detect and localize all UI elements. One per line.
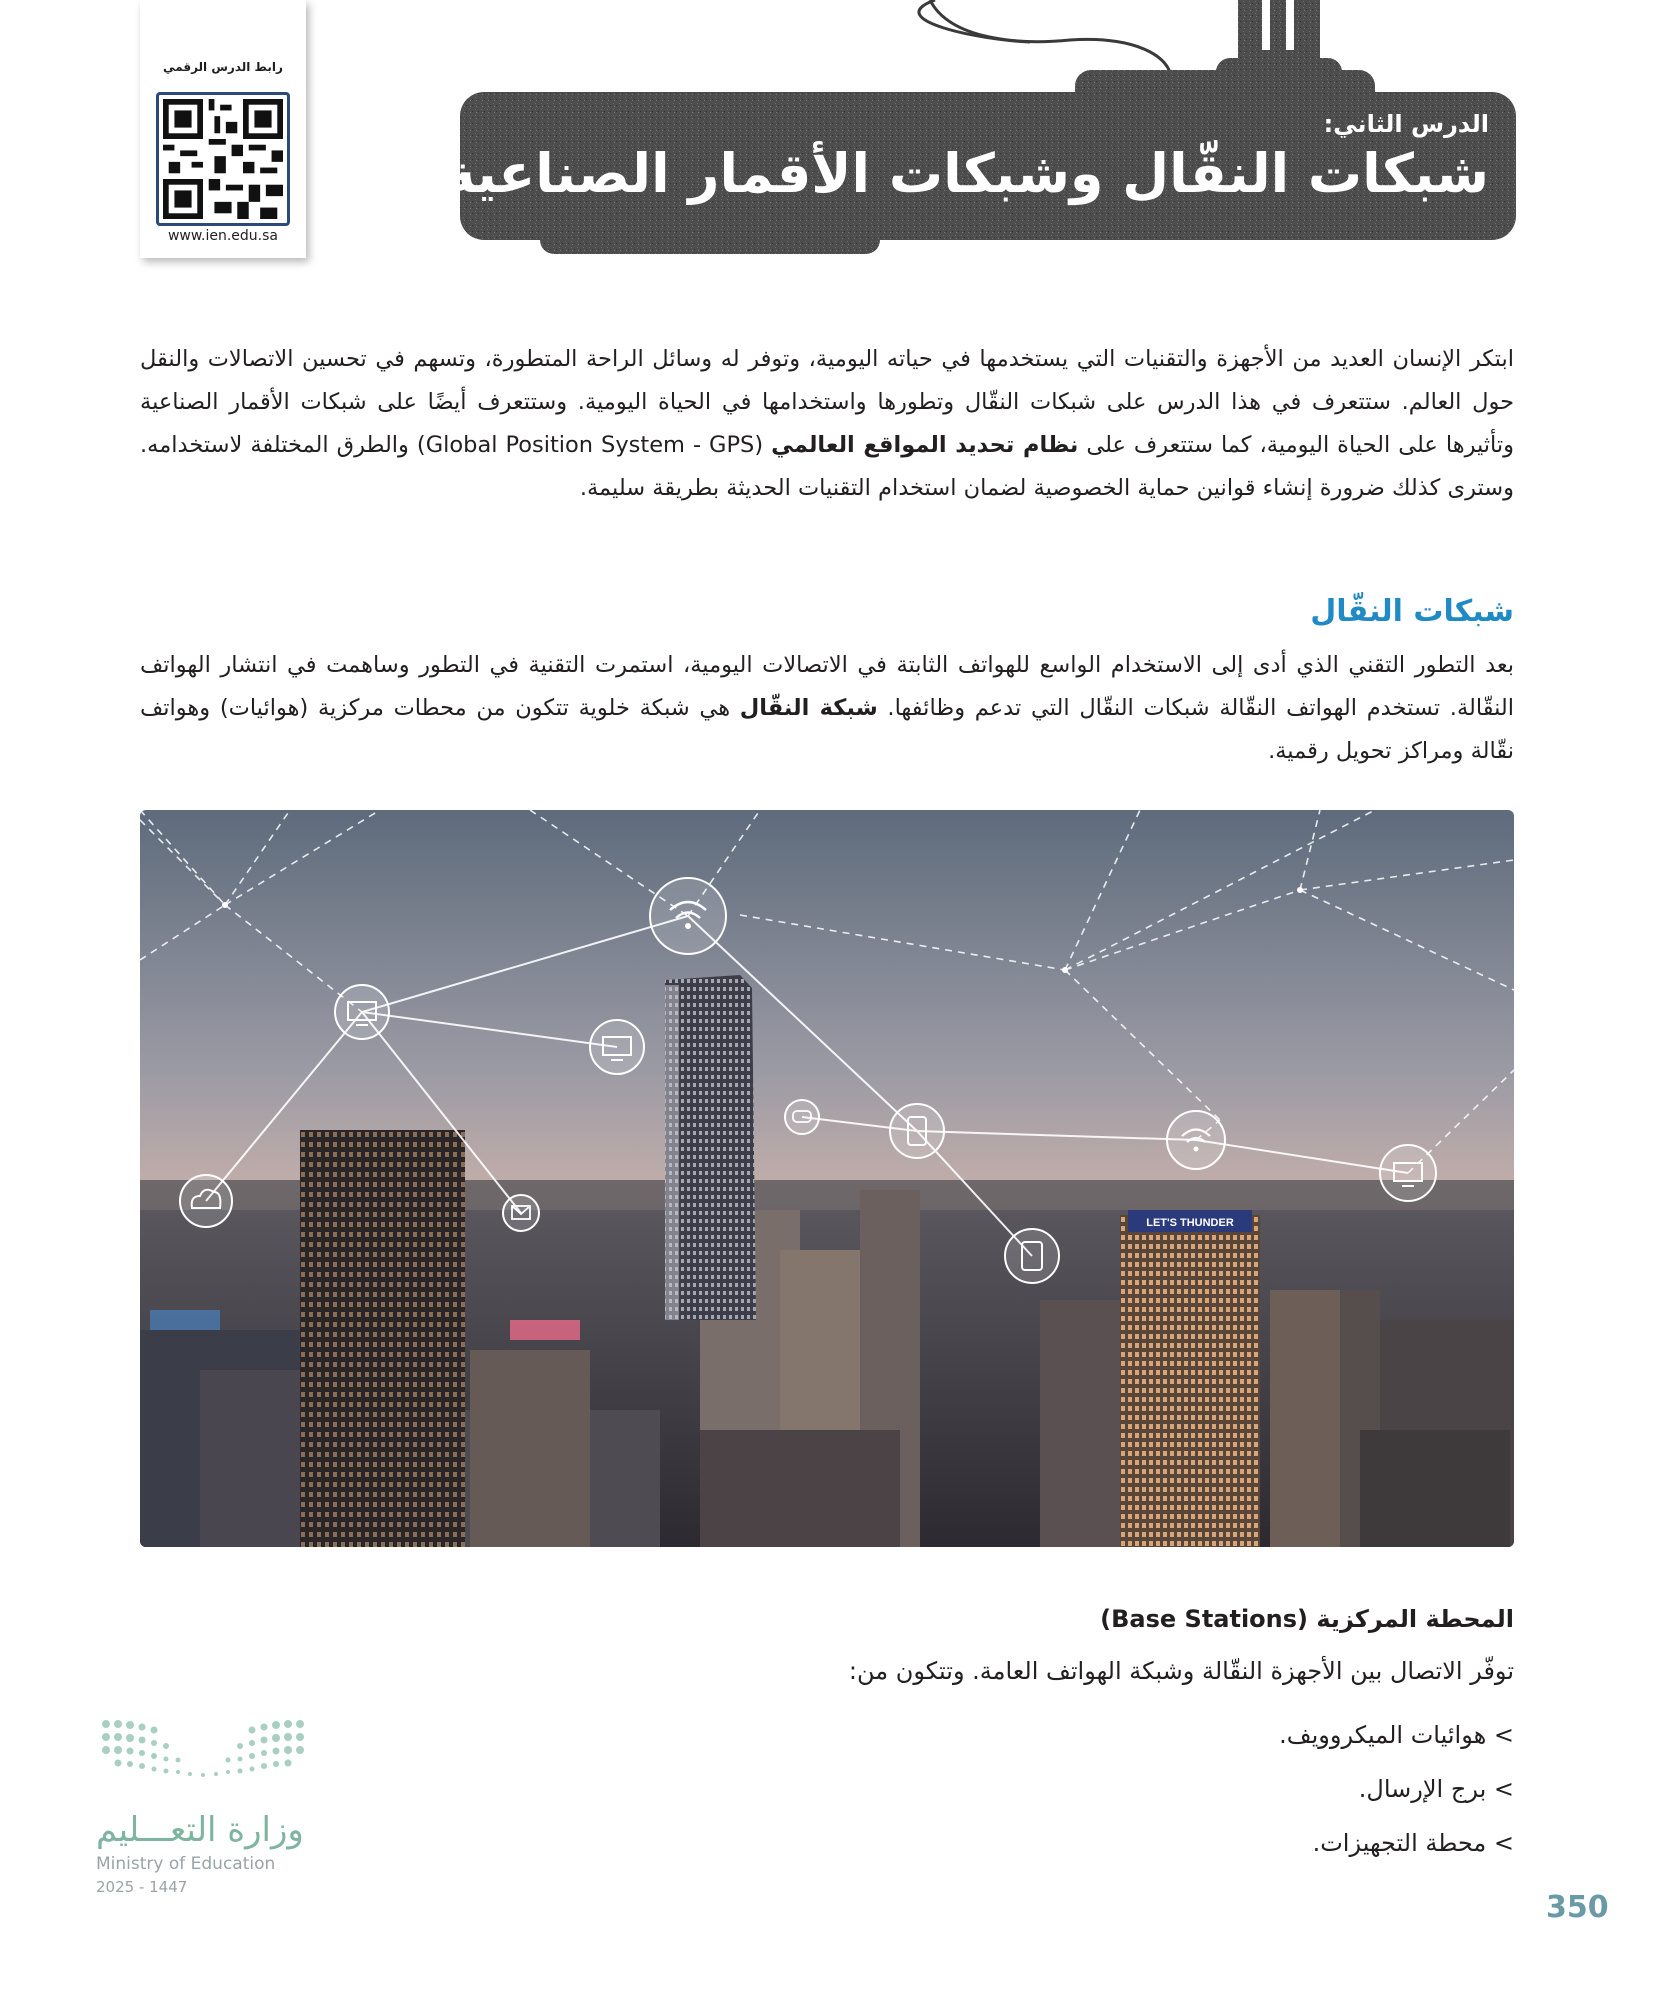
tablet-node-icon — [890, 1104, 944, 1158]
monitor-node-icon — [590, 1020, 644, 1074]
monitor-node-icon — [335, 985, 389, 1039]
base-stations-heading: المحطة المركزية (Base Stations) — [1100, 1605, 1514, 1633]
base-stations-description: توفّر الاتصال بين الأجهزة النقّالة وشبكة الهواتف العامة. وتتكون من: — [848, 1657, 1514, 1685]
ministry-name-ar: وزارة التعـــليم — [96, 1810, 304, 1850]
billboard-text: LET'S THUNDER — [1146, 1217, 1234, 1229]
section-heading: شبكات النقّال — [1310, 594, 1514, 629]
base-stations-list — [1279, 1708, 1514, 1870]
qr-card[interactable] — [140, 0, 306, 258]
wifi-node-icon — [1167, 1111, 1225, 1169]
cloud-node-icon — [180, 1175, 232, 1227]
chat-node-icon — [785, 1100, 819, 1134]
section-text-2: هي شبكة خلوية تتكون من محطات مركزية (هوائيات) وهواتف نقّالة ومراكز تحويل رقمية. — [140, 695, 1514, 764]
qr-label: رابط الدرس الرقمي — [163, 60, 283, 74]
ministry-name-en: Ministry of Education — [96, 1854, 276, 1874]
section-paragraph — [140, 644, 1514, 773]
page-number: 350 — [1546, 1890, 1609, 1925]
lesson-title: شبكات النقّال وشبكات الأقمار الصناعية — [443, 142, 1489, 205]
intro-paragraph — [140, 338, 1514, 510]
mail-node-icon — [503, 1195, 539, 1231]
intro-bold-term: نظام تحديد المواقع العالمي — [771, 432, 1079, 458]
section-text-1: بعد التطور التقني الذي أدى إلى الاستخدام الواسع للهواتف الثابتة في الاتصالات اليومية، استمرت التقنية في التطور وساهمت في انتشار الهواتف النقّالة. تستخدم الهواتف النقّالة شبكات النقّال التي تدعم وظائفها. — [140, 652, 1515, 721]
qr-code[interactable] — [156, 92, 290, 226]
qr-code-icon — [163, 99, 283, 219]
monitor-node-icon — [1380, 1145, 1436, 1201]
qr-url[interactable]: www.ien.edu.sa — [167, 228, 279, 244]
list-item: > هوائيات الميكروويف. — [1279, 1721, 1514, 1749]
list-item: > برج الإرسال. — [1358, 1775, 1514, 1803]
phone-node-icon — [1005, 1229, 1059, 1283]
list-item: > محطة التجهيزات. — [1312, 1829, 1514, 1857]
section-bold-term: شبكة النقّال — [739, 695, 878, 721]
city-network-photo — [140, 810, 1514, 1547]
intro-text-1: ابتكر الإنسان العديد من الأجهزة والتقنيات التي يستخدمها في حياته اليومية، وتوفر له وسائل الراحة المتطورة، وتسهم في تحسين الاتصالات والنقل حول العالم. ستتعرف في هذا الدرس على شبكات النقّال وتطورها واستخدامها في الحياة اليومية. وستتعرف أيضًا على شبكات الأقمار الصناعية وتأثيرها على الحياة اليومية، كما ستتعرف على — [140, 346, 1515, 458]
intro-text-2: (Global Position System - GPS) والطرق المختلفة لاستخدامه. وسترى كذلك ضرورة إنشاء قوانين حماية الخصوصية لضمان استخدام التقنيات الحديثة بطريقة سليمة. — [140, 432, 1514, 501]
ministry-year: 2025 - 1447 — [96, 1878, 188, 1896]
lesson-label: الدرس الثاني: — [1323, 110, 1489, 138]
wifi-node-icon — [650, 878, 726, 954]
